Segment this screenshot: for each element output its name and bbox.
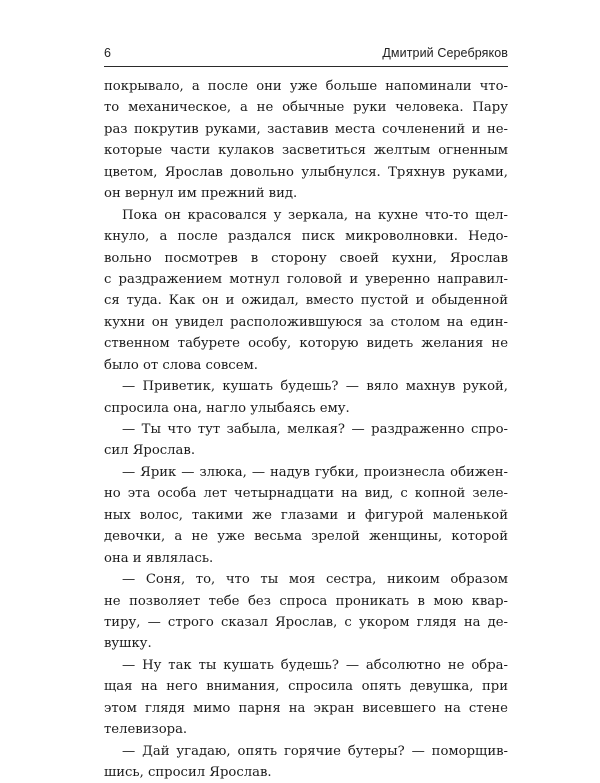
text-line: вушку. [104,636,152,652]
text-line: она и являлась. [104,550,214,566]
text-line: ственном табурете особу, которую видеть желания не [104,336,508,352]
text-line: — Приветик, кушать будешь? — вяло махнув рукой, [122,379,508,395]
text-line: ся туда. Как он и ожидал, вместо пустой и обыденной [104,293,508,309]
text-line: — Ты что тут забыла, мелкая? — раздраженно спро- [122,422,508,437]
text-line: телевизора. [104,722,188,738]
text-line: раз покрутив руками, заставив места сочленений и не- [104,121,508,137]
text-line: — Соня, то, что ты моя сестра, никоим образом [122,572,508,588]
text-line: вольно посмотрев в сторону своей кухни, Ярослав [104,250,508,266]
text-line: кнуло, а после раздался писк микроволновки. Недо- [104,229,508,245]
text-line: — Дай угадаю, опять горячие бутеры? — поморщив- [122,743,508,759]
text-line: он вернул им прежний вид. [104,186,298,202]
text-line: шись, спросил Ярослав. [104,765,272,780]
author-running-head: Дмитрий Серебряков [382,46,508,60]
text-line: — Ну так ты кушать будешь? — абсолютно не обра- [122,657,508,673]
text-line: щая на него внимания, спросила опять девушка, при [104,679,508,695]
text-line: покрывало, а после они уже больше напоминали что- [104,79,508,94]
text-line: спросила она, нагло улыбаясь ему. [104,400,350,416]
text-line: было от слова совсем. [104,357,258,373]
text-line: кухни он увидел расположившуюся за столом на един- [104,314,508,330]
text-line: Пока он красовался у зеркала, на кухне что-то щел- [122,207,508,223]
text-line: этом глядя мимо парня на экран висевшего на стене [104,700,508,716]
text-line: не позволяет тебе без спроса проникать в мою квар- [104,593,508,609]
body-text [104,76,508,783]
text-line: ных волос, такими же глазами и фигурой маленькой [104,507,508,523]
text-line: тиру, — строго сказал Ярослав, с укором глядя на де- [104,614,508,630]
text-line: сил Ярослав. [104,443,196,459]
text-line: с раздражением мотнул головой и уверенно направил- [104,271,508,287]
text-line: то механическое, а не обычные руки человека. Пару [104,100,508,116]
page-number: 6 [104,46,111,60]
text-line: которые части кулаков засветиться желтым огненным [104,143,508,159]
text-line: но эта особа лет четырнадцати на вид, с копной зеле- [104,486,508,502]
text-line: девочки, а не уже весьма зрелой женщины, которой [104,529,508,545]
text-line: — Ярик — злюка, — надув губки, произнесла обижен- [122,464,508,480]
page-header [104,44,508,67]
text-line: цветом, Ярослав довольно улыбнулся. Тряхнув руками, [104,164,508,180]
